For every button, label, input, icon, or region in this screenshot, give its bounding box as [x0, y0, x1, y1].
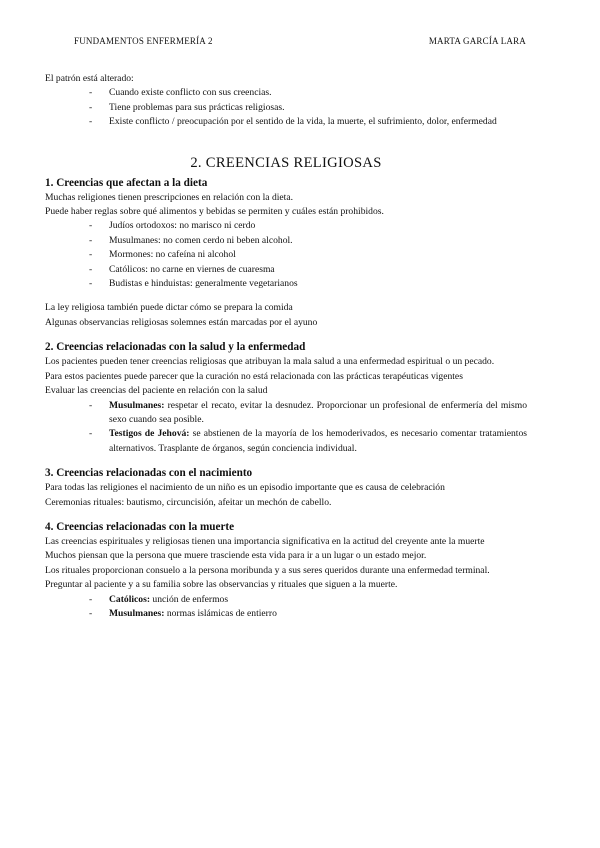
term: Musulmanes:: [109, 607, 165, 619]
list-item: - Católicos: no carne en viernes de cuaresma: [45, 263, 527, 277]
term: Testigos de Jehová:: [109, 428, 190, 440]
paragraph: Para estos pacientes puede parecer que la curación no está relacionada con las prácticas terapéuticas vigentes: [45, 370, 463, 382]
paragraph: Evaluar las creencias del paciente en relación con la salud: [45, 385, 268, 397]
document-body: [45, 72, 527, 621]
paragraph: Algunas observancias religiosas solemnes están marcadas por el ayuno: [45, 316, 318, 328]
page-header: [74, 36, 526, 50]
paragraph: Los pacientes pueden tener creencias religiosas que atribuyan la mala salud a una enfermedad espiritual o un pecado.: [45, 356, 495, 368]
paragraph: Los rituales proporcionan consuelo a la persona moribunda y a sus seres queridos durante una enfermedad terminal.: [45, 564, 490, 576]
paragraph: Ceremonias rituales: bautismo, circuncisión, afeitar un mechón de cabello.: [45, 496, 332, 508]
definition: se abstienen de la mayoría de los hemoderivados, es necesario comentar tratamientos alternativos. Trasplante de órganos, según conciencia individual.: [109, 428, 527, 454]
list-item: [45, 593, 527, 607]
list-item: - Budistas e hinduistas: generalmente vegetarianos: [45, 277, 527, 291]
header-author: MARTA GARCÍA LARA: [428, 36, 526, 46]
intro-lead: El patrón está alterado:: [45, 73, 134, 84]
list-item: [45, 607, 527, 621]
list-item: [45, 427, 527, 456]
list-item: - Cuando existe conflicto con sus creencias.: [45, 86, 527, 100]
paragraph: Para todas las religiones el nacimiento de un niño es un episodio importante que es causa de celebración: [45, 482, 445, 494]
list-item: - Judíos ortodoxos: no marisco ni cerdo: [45, 219, 527, 233]
diet-list: [45, 219, 527, 291]
paragraph: Muchas religiones tienen prescripciones en relación con la dieta.: [45, 191, 294, 203]
section-heading-health: 2. Creencias relacionadas con la salud y la enfermedad: [45, 341, 306, 354]
list-item: - Tiene problemas para sus prácticas religiosas.: [45, 101, 527, 115]
header-course: FUNDAMENTOS ENFERMERÍA 2: [74, 36, 213, 46]
paragraph: Puede haber reglas sobre qué alimentos y bebidas se permiten y cuáles están prohibidos.: [45, 206, 384, 218]
list-item: [45, 399, 527, 428]
paragraph: Muchos piensan que la persona que muere trasciende esta vida para ir a un lugar o un estado mejor.: [45, 550, 427, 562]
section-heading-death: 4. Creencias relacionadas con la muerte: [45, 520, 235, 533]
term: Musulmanes:: [109, 399, 165, 411]
section-heading-birth: 3. Creencias relacionadas con el nacimiento: [45, 467, 253, 480]
paragraph: La ley religiosa también puede dictar cómo se prepara la comida: [45, 302, 293, 314]
list-item: - Musulmanes: no comen cerdo ni beben alcohol.: [45, 234, 527, 248]
definition: normas islámicas de entierro: [164, 607, 277, 619]
section-heading-diet: 1. Creencias que afectan a la dieta: [45, 176, 208, 189]
death-list: [45, 593, 527, 622]
paragraph: Preguntar al paciente y a su familia sobre las observancias y rituales que siguen a la muerte.: [45, 579, 398, 591]
intro-list: [45, 86, 527, 129]
definition: unción de enfermos: [150, 593, 229, 605]
term: Católicos:: [109, 593, 151, 605]
chapter-title: 2. CREENCIAS RELIGIOSAS: [190, 154, 382, 171]
list-item: - Existe conflicto / preocupación por el sentido de la vida, la muerte, el sufrimiento, dolor, enfermedad: [45, 115, 527, 129]
paragraph: Las creencias espirituales y religiosas tienen una importancia significativa en la actitud del creyente ante la muerte: [45, 535, 485, 547]
list-item: - Mormones: no cafeína ni alcohol: [45, 248, 527, 262]
health-list: [45, 399, 527, 457]
definition: respetar el recato, evitar la desnudez. Proporcionar un profesional de enfermería del mismo sexo cuando sea posible.: [109, 399, 527, 425]
